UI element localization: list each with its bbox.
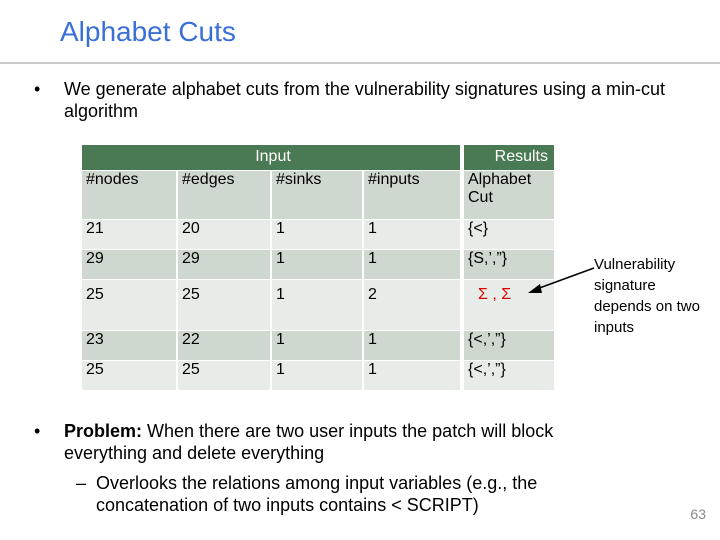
table-row — [82, 220, 556, 250]
cell-alphabet-cut: {<,’,”} — [462, 361, 556, 391]
table-column-header — [82, 171, 556, 220]
cell-alphabet-cut: {S,’,”} — [462, 250, 556, 280]
cell-edges: 29 — [178, 250, 272, 280]
cell-sinks: 1 — [272, 250, 364, 280]
col-nodes: #nodes — [82, 171, 178, 220]
group-input-header: Input — [82, 145, 462, 171]
bullet-marker: • — [34, 79, 41, 99]
callout-arrow — [520, 260, 600, 300]
sigma-cut-value: Σ , Σ — [478, 286, 512, 303]
cell-edges: 25 — [178, 361, 272, 391]
sub-bullet-marker: – — [76, 473, 87, 493]
cell-inputs: 1 — [364, 220, 462, 250]
cell-nodes: 21 — [82, 220, 178, 250]
bullet-problem — [34, 420, 634, 464]
cell-inputs: 2 — [364, 280, 462, 331]
col-inputs: #inputs — [364, 171, 462, 220]
cell-inputs: 1 — [364, 250, 462, 280]
cell-edges: 25 — [178, 280, 272, 331]
table-row — [82, 250, 556, 280]
cell-nodes: 29 — [82, 250, 178, 280]
bullet-problem-text — [64, 420, 634, 464]
problem-label: Problem: — [64, 421, 143, 441]
cell-nodes: 25 — [82, 280, 178, 331]
cell-sinks: 1 — [272, 220, 364, 250]
page-number: 63 — [690, 506, 706, 522]
cell-edges: 20 — [178, 220, 272, 250]
problem-description: When there are two user inputs the patch will block everything and delete everything — [64, 421, 554, 463]
table-row — [82, 361, 556, 391]
cell-alphabet-cut: {<,’,”} — [462, 331, 556, 361]
cell-inputs: 1 — [364, 361, 462, 391]
cell-sinks: 1 — [272, 280, 364, 331]
bullet-intro-text: We generate alphabet cuts from the vulnerability signatures using a min-cut algorithm — [64, 79, 665, 121]
table-row — [82, 331, 556, 361]
title-divider — [0, 62, 720, 64]
bullet-intro — [34, 78, 674, 122]
callout-note: Vulnerability signature depends on two inputs — [594, 256, 700, 336]
cell-edges: 22 — [178, 331, 272, 361]
cell-sinks: 1 — [272, 361, 364, 391]
slide-title: Alphabet Cuts — [60, 16, 236, 47]
col-edges: #edges — [178, 171, 272, 220]
bullet-marker: • — [34, 421, 41, 441]
table-row — [82, 280, 556, 331]
cell-inputs: 1 — [364, 331, 462, 361]
col-alphabet-cut: Alphabet Cut — [462, 171, 556, 220]
cell-alphabet-cut: {<} — [462, 220, 556, 250]
cell-sinks: 1 — [272, 331, 364, 361]
cell-nodes: 23 — [82, 331, 178, 361]
table-group-header — [82, 145, 556, 171]
sub-bullet — [76, 472, 636, 516]
cell-nodes: 25 — [82, 361, 178, 391]
sub-bullet-text: Overlooks the relations among input variables (e.g., the concatenation of two inputs contains < SCRIPT) — [96, 473, 538, 515]
col-sinks: #sinks — [272, 171, 364, 220]
results-table — [82, 145, 556, 391]
group-results-header: Results — [462, 145, 556, 171]
